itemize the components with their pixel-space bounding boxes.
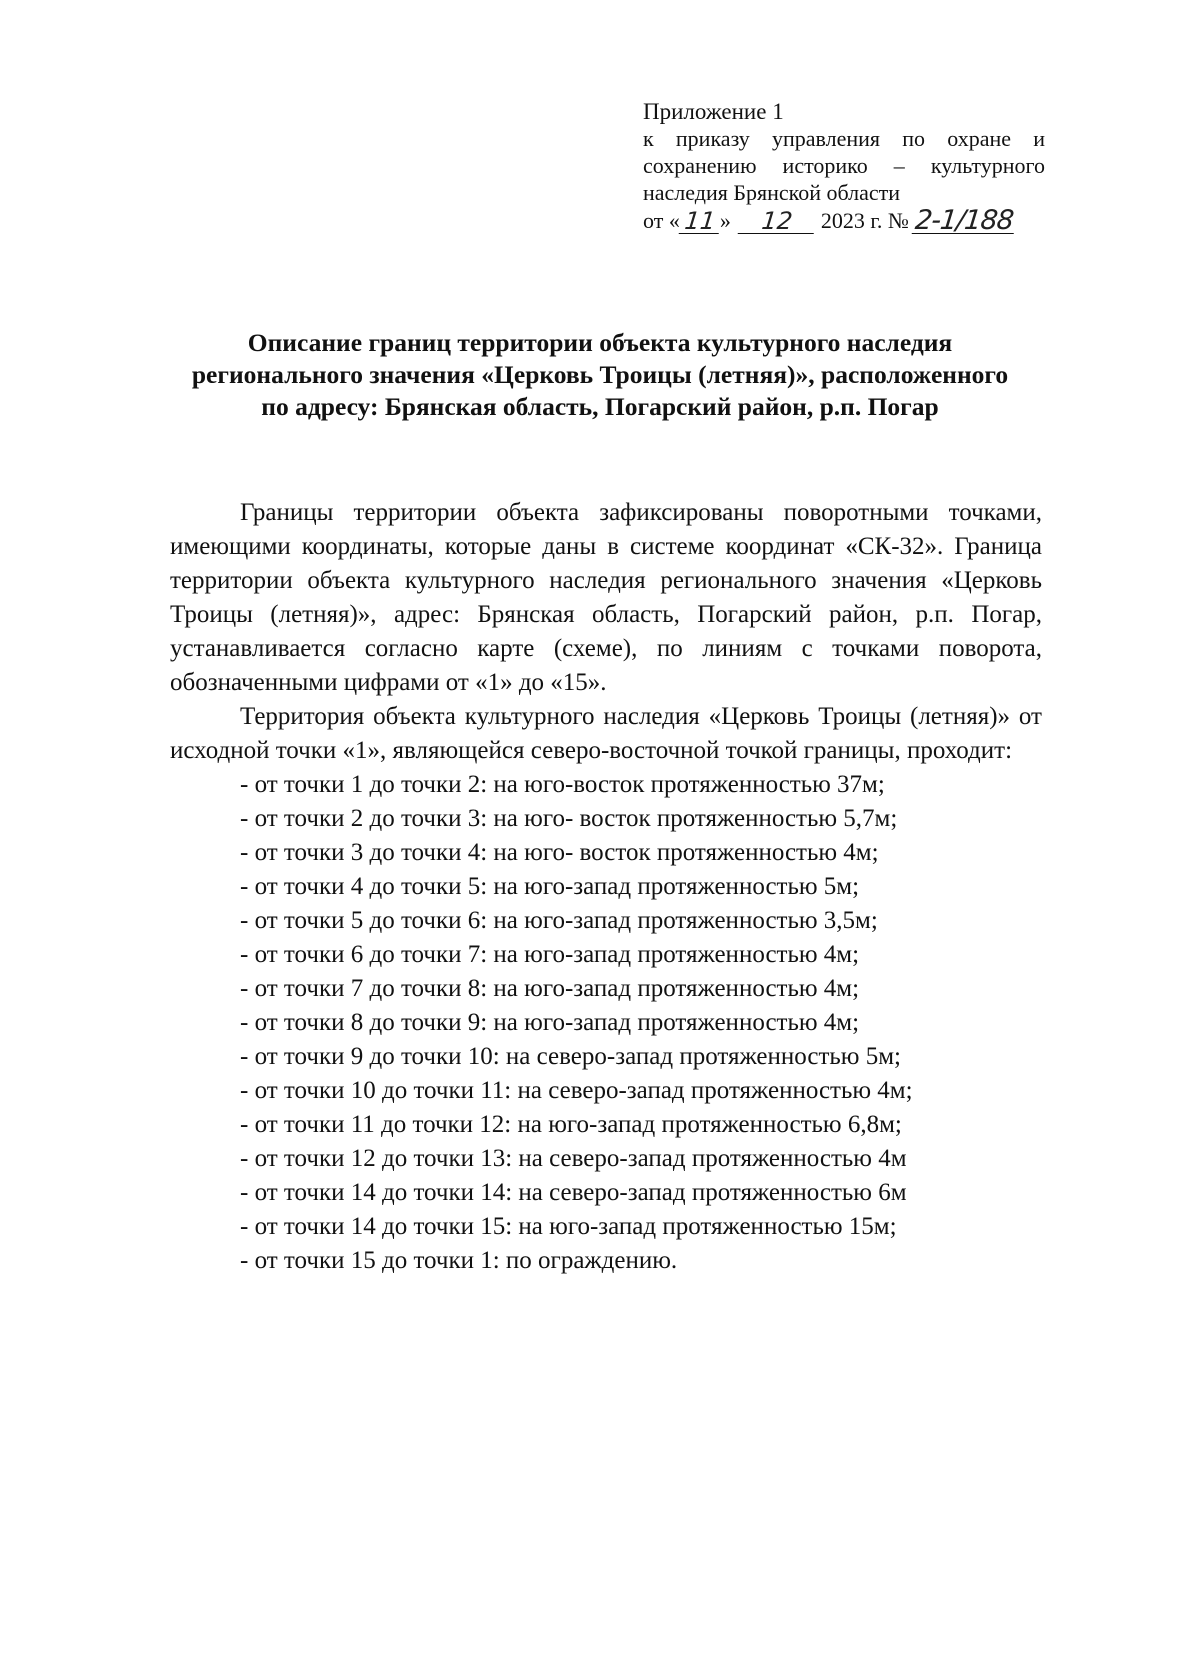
appendix-title: Приложение 1 [643,99,784,124]
list-item: - от точки 2 до точки 3: на юго- восток протяженностью 5,7м; [240,805,898,832]
list-item: - от точки 12 до точки 13: на северо-запад протяженностью 4м [240,1145,907,1172]
appendix-line-2: сохранению историко – культурного [643,153,1045,178]
list-item: - от точки 3 до точки 4: на юго- восток протяженностью 4м; [240,839,879,866]
date-prefix: от « [643,208,680,233]
list-item: - от точки 11 до точки 12: на юго-запад протяженностью 6,8м; [240,1111,902,1138]
handwritten-order-number: 2-1/188 [913,205,1015,236]
list-item: - от точки 8 до точки 9: на юго-запад протяженностью 4м; [240,1009,860,1036]
date-year: 2023 г. № [820,208,909,233]
document-body [170,496,1042,1278]
list-item: - от точки 1 до точки 2: на юго-восток протяженностью 37м; [240,771,885,798]
document-title [120,327,1080,423]
appendix-date-line [643,207,1045,234]
paragraph-boundaries: Границы территории объекта зафиксированы поворотными точками, имеющими координаты, которые даны в системе координат «СК-32». Граница территории объекта культурного наследия регионального значения «Церковь Троицы (летняя)», адрес: Брянская область, Погарский район, р.п. Погар, устанавливается согласно карте (схеме), по линиям с точками поворота, обозначенными цифрами от «1» до «15». [170,499,1042,696]
appendix-line-3: наследия Брянской области [643,180,901,205]
appendix-header [643,98,1045,234]
paragraph-territory: Территория объекта культурного наследия «Церковь Троицы (летняя)» от исходной точки «1», являющейся северо-восточной точкой границы, проходит: [170,703,1042,764]
list-item: - от точки 9 до точки 10: на северо-запад протяженностью 5м; [240,1043,901,1070]
title-line-2: регионального значения «Церковь Троицы (летняя)», расположенного [191,360,1009,389]
list-item: - от точки 14 до точки 14: на северо-запад протяженностью 6м [240,1179,907,1206]
list-item: - от точки 14 до точки 15: на юго-запад протяженностью 15м; [240,1213,897,1240]
boundary-segments-list [170,768,1042,1278]
handwritten-month: 12 [738,209,817,234]
list-item: - от точки 15 до точки 1: по ограждению. [240,1247,678,1274]
list-item: - от точки 5 до точки 6: на юго-запад протяженностью 3,5м; [240,907,878,934]
list-item: - от точки 7 до точки 8: на юго-запад протяженностью 4м; [240,975,860,1002]
list-item: - от точки 6 до точки 7: на юго-запад протяженностью 4м; [240,941,860,968]
title-line-3: по адресу: Брянская область, Погарский район, р.п. Погар [261,392,939,421]
date-quote-close: » [719,208,731,233]
appendix-line-1: к приказу управления по охране и [643,126,1045,151]
list-item: - от точки 4 до точки 5: на юго-запад протяженностью 5м; [240,873,860,900]
list-item: - от точки 10 до точки 11: на северо-запад протяженностью 4м; [240,1077,913,1104]
handwritten-day: 11 [679,209,722,234]
title-line-1: Описание границ территории объекта культурного наследия [247,328,953,357]
